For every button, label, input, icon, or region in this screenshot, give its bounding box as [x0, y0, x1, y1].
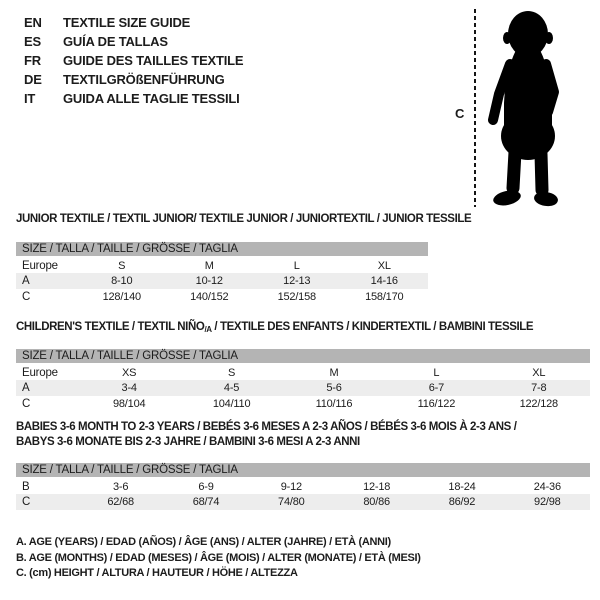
row-label: A: [22, 275, 30, 287]
size-cell: 6-9: [198, 480, 214, 493]
language-title: GUIDE DES TAILLES TEXTILE: [63, 53, 244, 68]
size-cell: 80/86: [363, 496, 390, 508]
babies-title-line1: BABIES 3-6 MONTH TO 2-3 YEARS / BEBÉS 3-6 MESES A 2-3 AÑOS / BÉBÉS 3-6 MOIS À 2-3 ANS /: [16, 421, 517, 433]
table-row: [16, 364, 590, 380]
size-cell: XS: [122, 366, 137, 379]
footnote-line: B. AGE (MONTHS) / EDAD (MESES) / ÂGE (MOIS) / ALTER (MONATE) / ETÀ (MESI): [16, 551, 421, 564]
size-band-header: SIZE / TALLA / TAILLE / GRÖSSE / TAGLIA: [16, 242, 428, 257]
size-cell: 122/128: [519, 398, 558, 410]
babies-section-title: [16, 420, 517, 450]
size-cell: 98/104: [112, 398, 146, 410]
size-cell: S: [118, 259, 126, 272]
size-cell: L: [293, 259, 300, 272]
junior-size-table: [16, 242, 428, 305]
size-cell: 110/116: [315, 398, 353, 410]
size-cell: 86/92: [448, 496, 476, 508]
size-cell: 24-36: [533, 480, 561, 493]
size-cell: M: [204, 259, 214, 272]
language-title: GUÍA DE TALLAS: [63, 34, 168, 49]
size-cell: 3-4: [121, 382, 137, 394]
size-cell: 10-12: [195, 275, 223, 287]
children-size-table: [16, 349, 590, 412]
row-label: A: [22, 382, 30, 394]
size-cell: 158/170: [365, 291, 404, 303]
language-title: GUIDA ALLE TAGLIE TESSILI: [63, 91, 240, 106]
size-band-header: SIZE / TALLA / TAILLE / GRÖSSE / TAGLIA: [16, 463, 590, 478]
language-title: TEXTILGRÖßENFÜHRUNG: [63, 72, 225, 87]
size-cell: XL: [377, 259, 391, 272]
size-cell: 18-24: [448, 480, 476, 493]
table-row: [16, 396, 590, 412]
size-cell: 12-18: [363, 480, 391, 493]
size-cell: 140/152: [190, 291, 229, 303]
row-label: Europe: [22, 366, 58, 379]
children-section-title: CHILDREN'S TEXTILE / TEXTIL NIÑO/A / TEXTILE DES ENFANTS / KINDERTEXTIL / BAMBINI TESSILE: [16, 321, 534, 334]
size-cell: 12-13: [283, 275, 311, 287]
footnote-line: A. AGE (YEARS) / EDAD (AÑOS) / ÂGE (ANS) / ALTER (JAHRE) / ETÀ (ANNI): [16, 536, 391, 548]
size-cell: L: [433, 366, 440, 379]
footnotes: [16, 535, 421, 582]
size-cell: 14-16: [370, 275, 398, 287]
size-cell: 116/122: [417, 398, 456, 410]
row-label: C: [22, 291, 31, 303]
row-label: B: [22, 480, 30, 493]
size-cell: 92/98: [534, 496, 561, 508]
size-cell: 6-7: [428, 382, 445, 394]
table-row: [16, 494, 590, 510]
row-label: C: [22, 398, 31, 410]
size-cell: XL: [532, 366, 546, 379]
size-cell: 3-6: [113, 480, 129, 493]
table-row: [16, 478, 590, 494]
size-cell: S: [228, 366, 236, 379]
height-measure-line: [474, 9, 476, 207]
language-list: [24, 13, 243, 108]
size-cell: M: [329, 366, 339, 379]
table-row: [16, 273, 428, 289]
toddler-silhouette-icon: [482, 8, 578, 208]
size-cell: 104/110: [212, 398, 251, 410]
size-cell: 9-12: [280, 480, 302, 493]
language-title: TEXTILE SIZE GUIDE: [63, 15, 191, 30]
language-code: ES: [24, 34, 41, 49]
table-row: [16, 380, 590, 396]
size-cell: 62/68: [107, 496, 134, 508]
language-code: IT: [24, 91, 36, 106]
row-label: C: [22, 496, 31, 508]
table-row: [16, 257, 428, 273]
babies-title-line2: BABYS 3-6 MONATE BIS 2-3 JAHRE / BAMBINI 3-6 MESI A 2-3 ANNI: [16, 436, 360, 448]
size-cell: 68/74: [192, 496, 220, 508]
size-band-header: SIZE / TALLA / TAILLE / GRÖSSE / TAGLIA: [16, 349, 590, 364]
babies-size-table: [16, 463, 590, 510]
junior-section-title: JUNIOR TEXTILE / TEXTIL JUNIOR/ TEXTILE JUNIOR / JUNIORTEXTIL / JUNIOR TESSILE: [16, 213, 472, 225]
size-cell: 152/158: [277, 291, 316, 303]
size-cell: 4-5: [223, 382, 240, 394]
height-marker-label: C: [455, 106, 465, 121]
language-code: DE: [24, 72, 42, 87]
size-cell: 74/80: [278, 496, 305, 508]
language-code: EN: [24, 15, 42, 30]
size-cell: 128/140: [102, 291, 141, 303]
footnote-line: C. (cm) HEIGHT / ALTURA / HAUTEUR / HÖHE / ALTEZZA: [16, 567, 298, 579]
size-cell: 8-10: [111, 275, 133, 287]
row-label: Europe: [22, 259, 58, 272]
size-cell: 7-8: [531, 382, 547, 394]
language-code: FR: [24, 53, 41, 68]
table-row: [16, 289, 428, 305]
size-cell: 5-6: [326, 382, 342, 394]
